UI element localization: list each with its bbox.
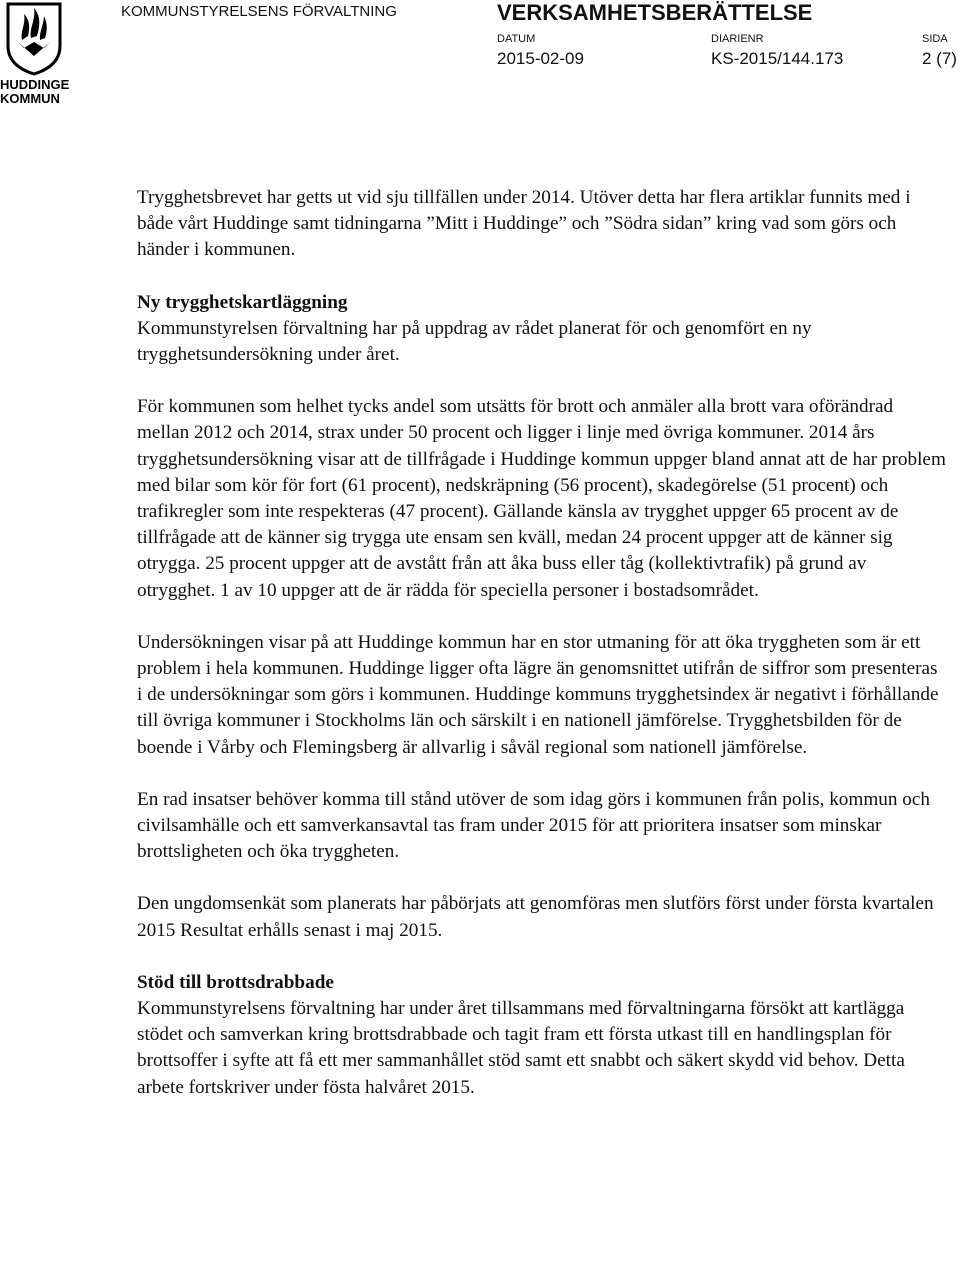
- paragraph-uppdrag: Kommunstyrelsen förvaltning har på uppdrag av rådet planerat för och genomfört en ny trygghetsundersökning under året.: [137, 317, 812, 366]
- coat-of-arms-icon: [4, 2, 64, 76]
- diarienr-label: DIARIENR: [711, 33, 764, 45]
- datum-value: 2015-02-09: [497, 49, 584, 68]
- paragraph-brottsoffer: Kommunstyrelsens förvaltning har under året tillsammans med förvaltningarna försökt att kartlägga stödet och samverkan kring brottsdrabbade och tagit fram ett första utkast till en handlingsplan för brottsoffer i syfte att få ett mer sammanhållet stöd samt ett snabbt och säkert skydd vid behov. Detta arbete fortskriver under fösta halvåret 2015.: [137, 998, 905, 1098]
- diarienr-value: KS-2015/144.173: [711, 49, 844, 68]
- heading-ny-trygghetskartlaggning: Ny trygghetskartläggning: [137, 291, 348, 313]
- sida-label: SIDA: [922, 33, 948, 45]
- municipality-logo: [0, 0, 76, 110]
- organization-name: KOMMUNSTYRELSENS FÖRVALTNING: [121, 3, 397, 20]
- paragraph-resultat: För kommunen som helhet tycks andel som utsätts för brott och anmäler alla brott vara oförändrad mellan 2012 och 2014, strax under 50 procent och ligger i linje med övriga kommuner. 2014 års trygghetsundersökning visar att de tillfrågade i Huddinge kommun uppger bland annat att de har problem med bilar som kör för fort (61 procent), nedskräpning (56 procent), skadegörelse (51 procent) och trafikregler som inte respekteras (47 procent). Gällande känsla av trygghet uppger 65 procent av de tillfrågade att de känner sig trygga ute ensam sen kväll, medan 24 procent uppger att de känner sig otrygga. 25 procent uppger att de avstått från att åka buss eller tåg (kollektivtrafik) på grund av otrygghet. 1 av 10 uppger att de är rädda för speciella personer i bostadsområdet.: [137, 396, 946, 601]
- logo-text: [0, 78, 70, 106]
- paragraph-trygghetsbrevet: Trygghetsbrevet har getts ut vid sju tillfällen under 2014. Utöver detta har flera artiklar funnits med i både vårt Huddinge samt tidningarna ”Mitt i Huddinge” och ”Södra sidan” kring vad som görs och händer i kommunen.: [137, 187, 911, 261]
- heading-stod-till-brottsdrabbade: Stöd till brottsdrabbade: [137, 971, 334, 993]
- datum-label: DATUM: [497, 33, 536, 45]
- document-title: VERKSAMHETSBERÄTTELSE: [497, 0, 813, 25]
- logo-text-line1: HUDDINGE: [0, 77, 70, 92]
- sida-value: 2 (7): [922, 49, 957, 68]
- paragraph-ungdomsenkat: Den ungdomsenkät som planerats har påbörjats att genomföras men slutförs först under första kvartalen 2015 Resultat erhålls senast i maj 2015.: [137, 893, 934, 941]
- document-body: [137, 185, 947, 1127]
- paragraph-insatser: En rad insatser behöver komma till stånd utöver de som idag görs i kommunen från polis, kommun och civilsamhälle och ett samverkansavtal tas fram under 2015 för att prioritera insatser som minskar brottsligheten och öka tryggheten.: [137, 788, 930, 863]
- paragraph-utmaning: Undersökningen visar på att Huddinge kommun har en stor utmaning för att öka tryggheten som är ett problem i hela kommunen. Huddinge ligger ofta lägre än genomsnittet utifrån de siffror som presenteras i de undersökningar som görs i kommunen. Huddinge kommuns trygghetsindex är negativt i förhållande till övriga kommuner i Stockholms län och särskilt i en nationell jämförelse. Trygghetsbilden för de boende i Vårby och Flemingsberg är allvarlig i såväl regional som nationell jämförelse.: [137, 631, 939, 758]
- logo-text-line2: KOMMUN: [0, 91, 60, 106]
